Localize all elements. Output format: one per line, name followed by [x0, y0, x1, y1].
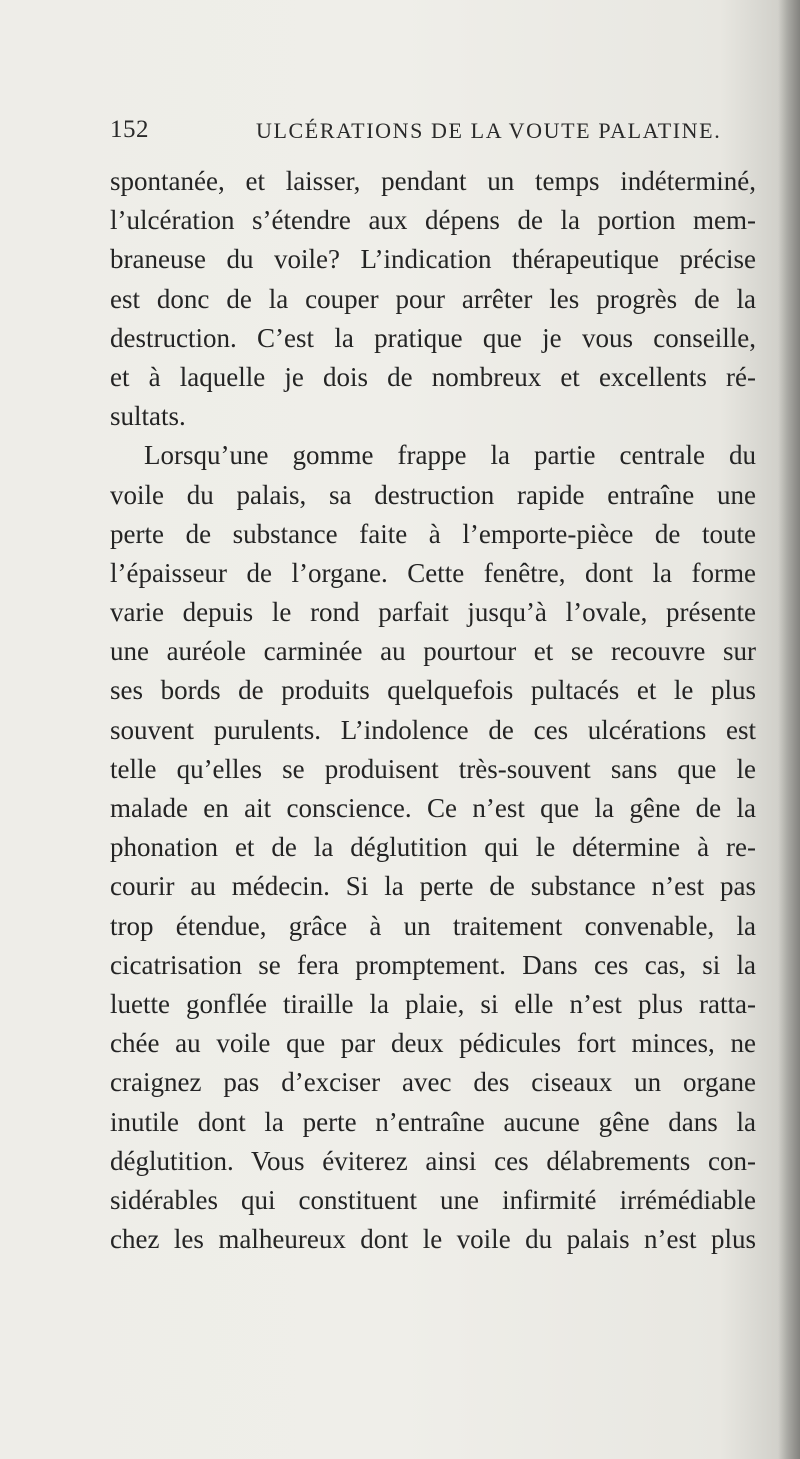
text-line: est donc de la couper pour arrêter les progrès de la [110, 283, 756, 314]
text-line: cicatrisation se fera promptement. Dans ces cas, si la [110, 949, 756, 980]
text-line: déglutition. Vous éviterez ainsi ces délabrements con- [110, 1145, 756, 1176]
text-line: varie depuis le rond parfait jusqu’à l’ovale, présente [110, 597, 756, 628]
text-line: telle qu’elles se produisent très-souvent sans que le [110, 753, 756, 784]
page-number: 152 [110, 116, 149, 143]
text-line: luette gonflée tiraille la plaie, si elle n’est plus ratta- [110, 988, 756, 1019]
text-line: voile du palais, sa destruction rapide entraîne une [110, 479, 756, 510]
text-line: trop étendue, grâce à un traitement convenable, la [110, 910, 756, 941]
text-line: ses bords de produits quelquefois pultacés et le plus [110, 675, 756, 706]
text-line: braneuse du voile? L’indication thérapeutique précise [110, 244, 756, 275]
page-edge-shadow [778, 0, 800, 1459]
page-header [110, 116, 750, 150]
text-line: courir au médecin. Si la perte de substance n’est pas [110, 871, 756, 902]
running-title: ULCÉRATIONS DE LA VOUTE PALATINE. [256, 118, 722, 143]
text-line: et à laquelle je dois de nombreux et excellents ré- [110, 361, 756, 392]
body-text [110, 162, 756, 1259]
text-line: perte de substance faite à l’emporte-pièce de toute [110, 518, 756, 549]
text-line: malade en ait conscience. Ce n’est que la gêne de la [110, 793, 756, 823]
text-line: inutile dont la perte n’entraîne aucune gêne dans la [110, 1106, 756, 1137]
text-line: chée au voile que par deux pédicules fort minces, ne [110, 1028, 756, 1059]
text-line: spontanée, et laisser, pendant un temps indéterminé, [110, 166, 756, 196]
text-line: une auréole carminée au pourtour et se recouvre sur [110, 636, 756, 667]
text-line: souvent purulents. L’indolence de ces ulcérations est [110, 714, 756, 745]
text-line: destruction. C’est la pratique que je vous conseille, [110, 322, 756, 353]
text-line: craignez pas d’exciser avec des ciseaux un organe [110, 1067, 756, 1098]
text-line: l’épaisseur de l’organe. Cette fenêtre, dont la forme [110, 557, 756, 588]
paragraph-start-line: Lorsqu’une gomme frappe la partie centrale du [144, 440, 756, 471]
text-line: l’ulcération s’étendre aux dépens de la portion mem- [110, 205, 756, 236]
text-line: sultats. [110, 401, 186, 432]
text-line: chez les malheureux dont le voile du palais n’est plus [110, 1224, 756, 1255]
text-line: phonation et de la déglutition qui le détermine à re- [110, 832, 756, 863]
text-line: sidérables qui constituent une infirmité irrémédiable [110, 1184, 756, 1215]
